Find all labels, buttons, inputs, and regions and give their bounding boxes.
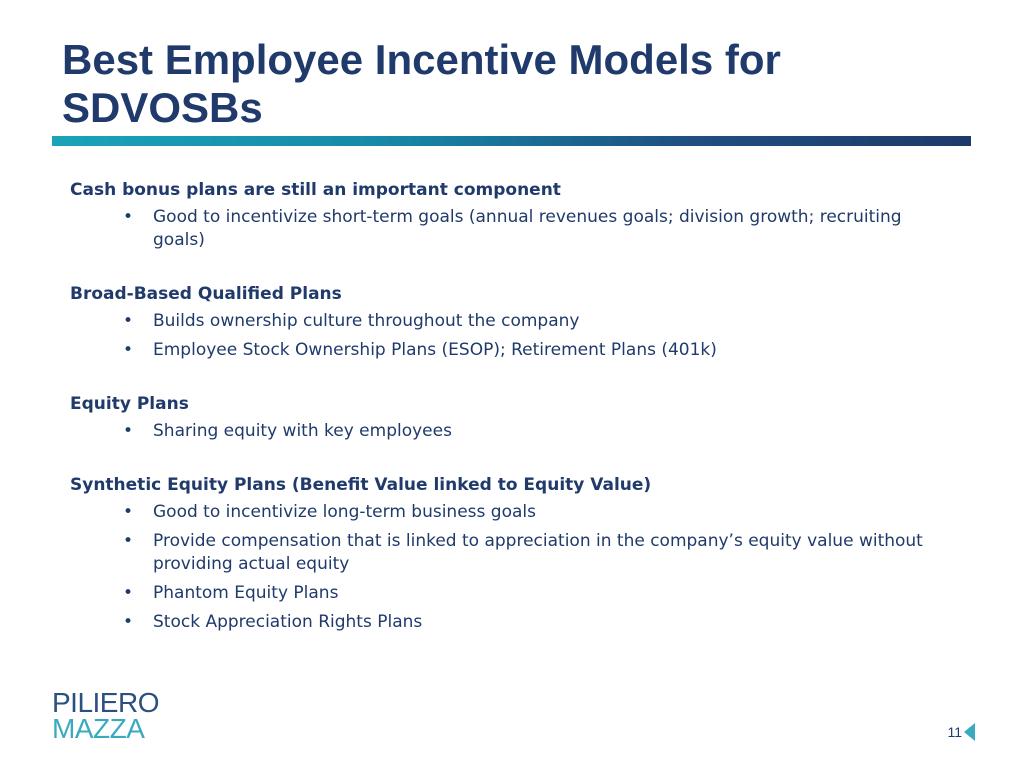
bullet-text: Good to incentivize long-term business goals — [153, 502, 536, 522]
bullet-icon: • — [123, 207, 134, 227]
bullet-text: Phantom Equity Plans — [153, 583, 339, 603]
bullet-icon: • — [123, 583, 134, 603]
section-cash-bonus — [70, 178, 950, 252]
section-equity-plans — [70, 392, 950, 443]
bullet-item — [123, 501, 950, 524]
bullet-list — [70, 310, 950, 362]
bullet-icon: • — [123, 612, 134, 632]
section-heading: Synthetic Equity Plans (Benefit Value linked to Equity Value) — [70, 475, 652, 495]
section-qualified-plans — [70, 282, 950, 362]
title-accent-bar — [52, 136, 971, 146]
slide-title-line-2: SDVOSBs — [62, 84, 263, 131]
bullet-text: Builds ownership culture throughout the company — [153, 311, 580, 331]
bullet-text: Good to incentivize short-term goals (annual revenues goals; division growth; recruiting goals) — [153, 207, 902, 250]
bullet-list — [70, 420, 950, 443]
bullet-text: Provide compensation that is linked to appreciation in the company’s equity value without providing actual equity — [153, 531, 923, 574]
slide-content — [70, 178, 950, 664]
bullet-icon: • — [123, 340, 134, 360]
logo-text-bottom: MAZZA — [52, 713, 145, 744]
bullet-item — [123, 530, 950, 576]
bullet-item — [123, 420, 950, 443]
page-arrow-icon — [964, 723, 975, 741]
bullet-icon: • — [123, 531, 134, 551]
bullet-list — [70, 206, 950, 252]
company-logo — [52, 687, 159, 744]
bullet-text: Sharing equity with key employees — [153, 421, 452, 441]
bullet-list — [70, 501, 950, 634]
bullet-icon: • — [123, 311, 134, 331]
bullet-icon: • — [123, 421, 134, 441]
bullet-item — [123, 206, 950, 252]
bullet-item — [123, 310, 950, 333]
section-heading: Equity Plans — [70, 394, 189, 414]
bullet-item — [123, 582, 950, 605]
logo-text-top: PILIERO — [52, 687, 159, 718]
bullet-item — [123, 611, 950, 634]
section-heading: Broad-Based Qualified Plans — [70, 284, 342, 304]
section-synthetic-equity — [70, 473, 950, 634]
bullet-item — [123, 339, 950, 362]
slide-title — [62, 36, 962, 132]
bullet-text: Employee Stock Ownership Plans (ESOP); Retirement Plans (401k) — [153, 340, 717, 360]
bullet-icon: • — [123, 502, 134, 522]
section-heading: Cash bonus plans are still an important component — [70, 180, 561, 200]
bullet-text: Stock Appreciation Rights Plans — [153, 612, 423, 632]
slide-title-line-1: Best Employee Incentive Models for — [62, 36, 781, 83]
page-number: 11 — [947, 724, 962, 740]
